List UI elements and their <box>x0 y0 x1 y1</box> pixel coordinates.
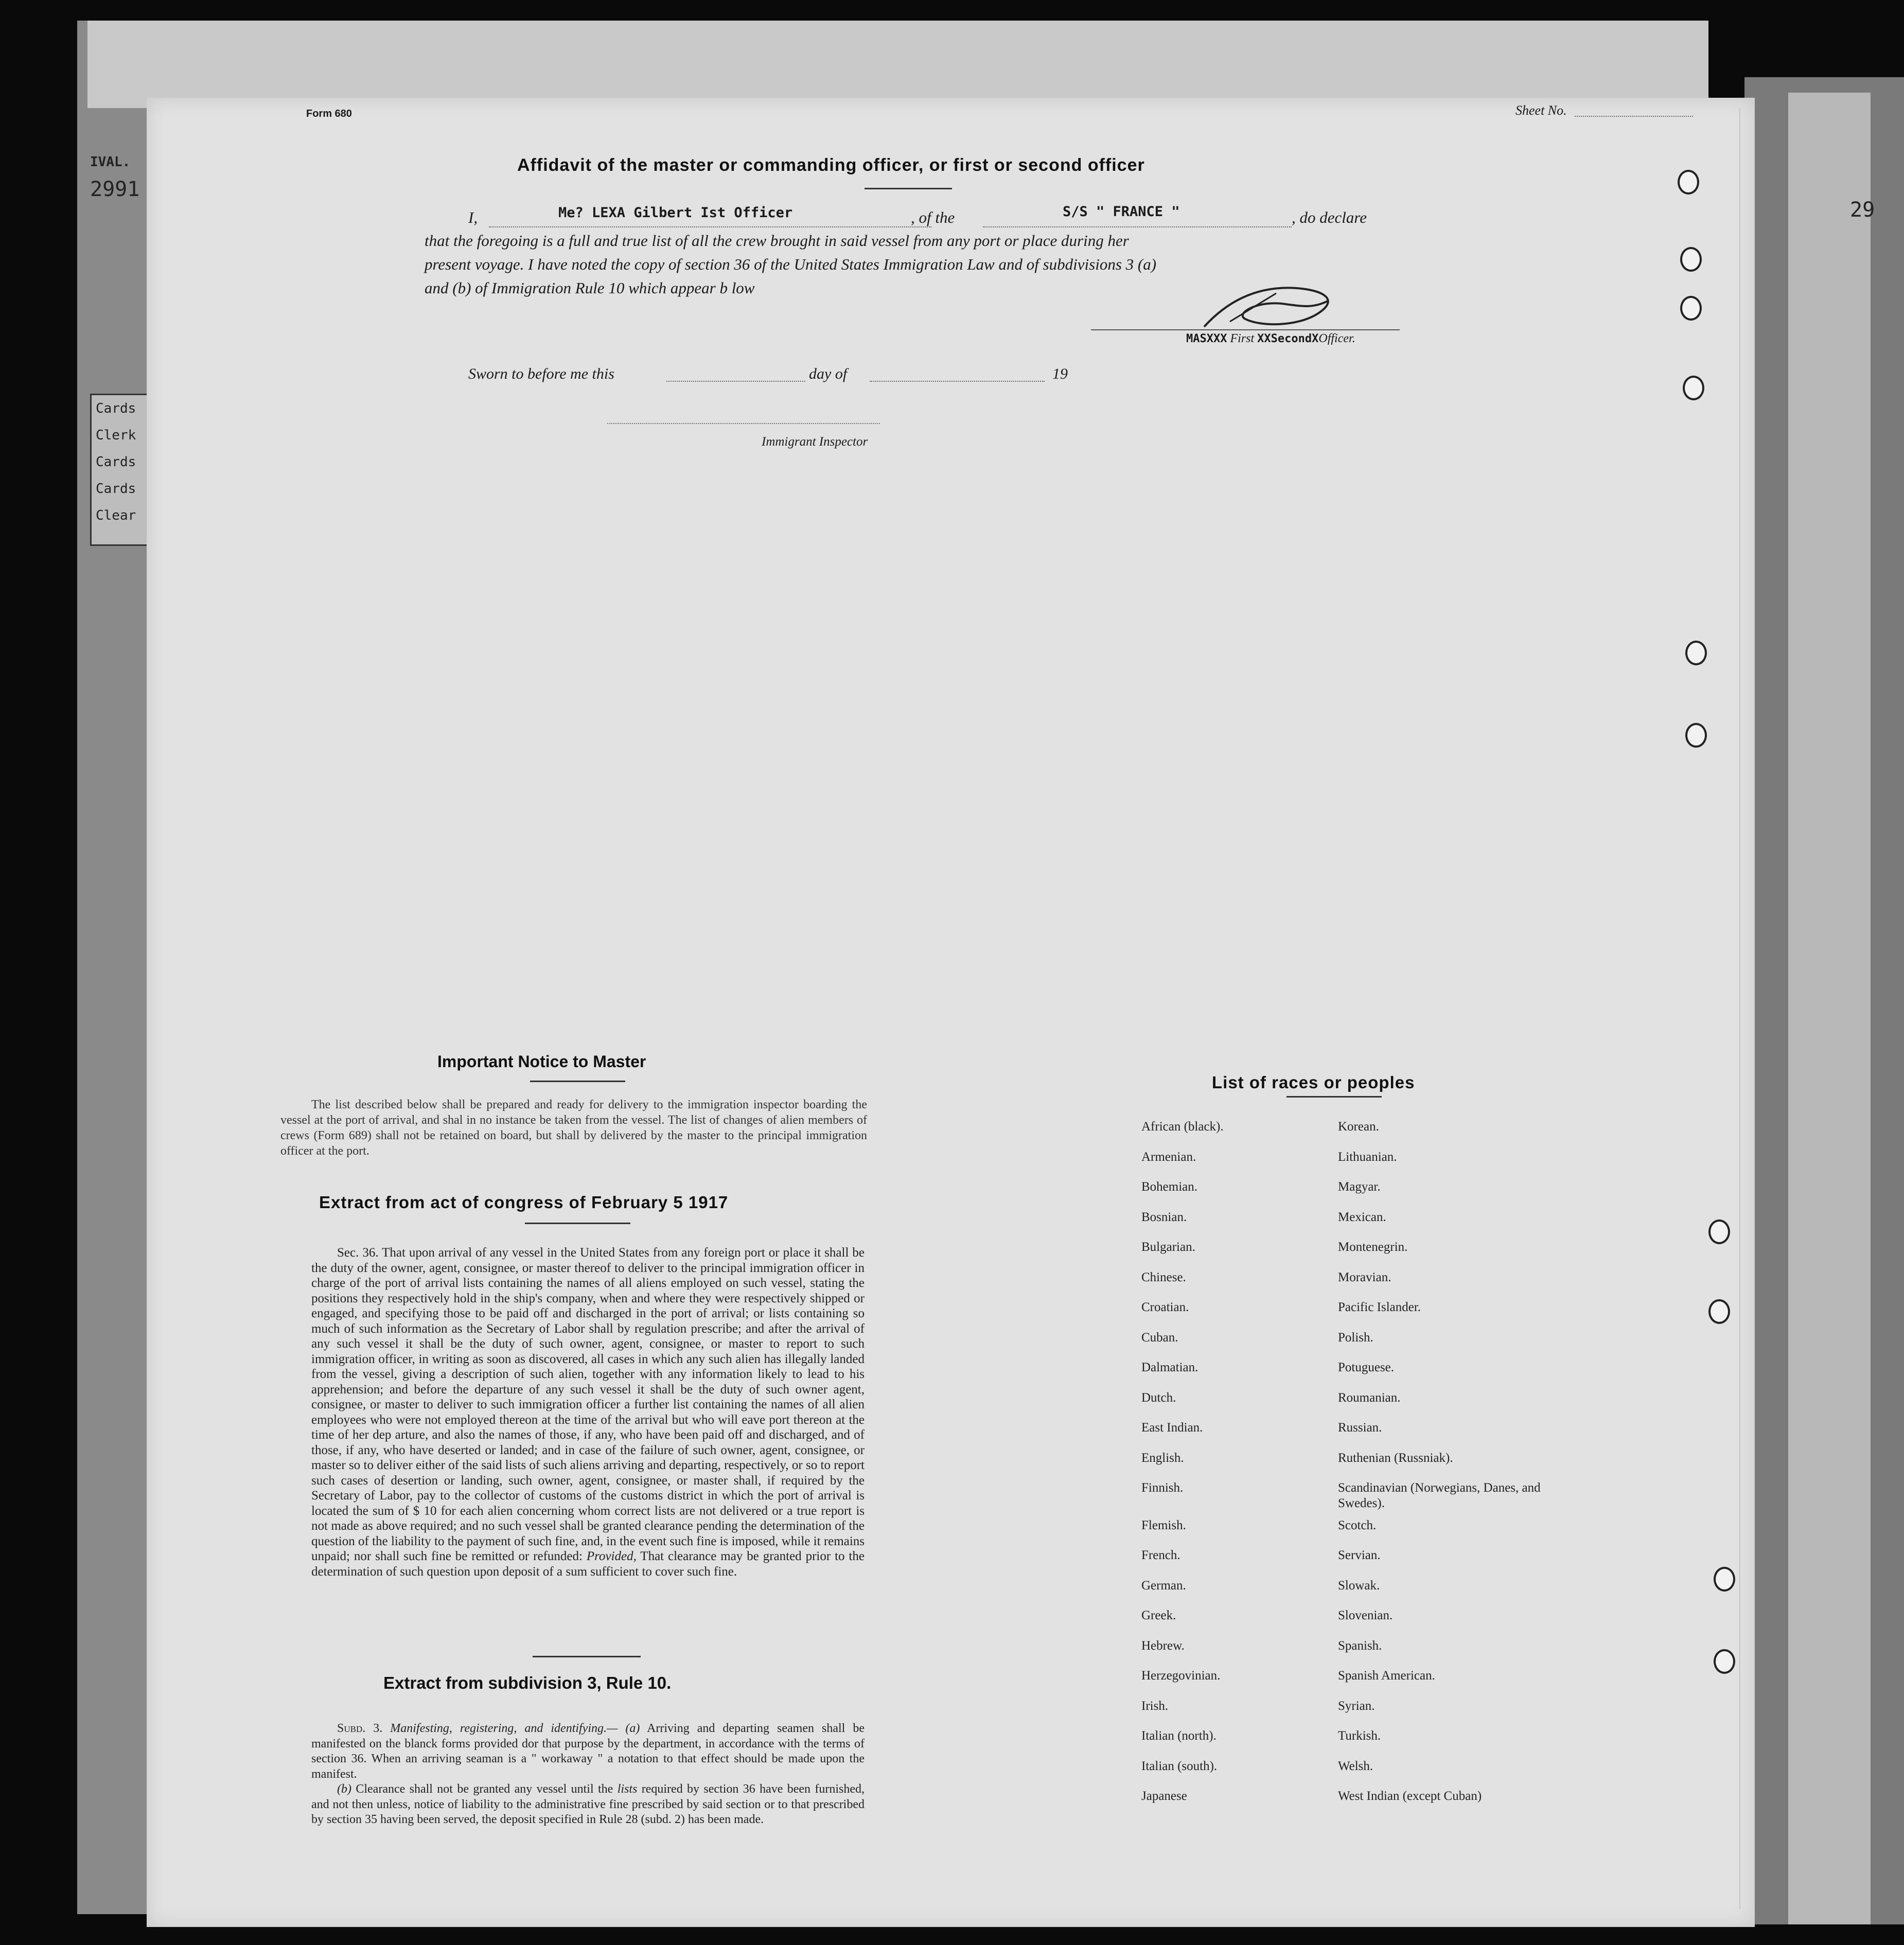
vessel-line <box>983 226 1292 227</box>
name-line <box>489 226 931 227</box>
race-item: Bosnian. <box>1141 1210 1187 1224</box>
left-margin-label: IVAL. <box>90 154 131 170</box>
race-item: Slovenian. <box>1338 1608 1393 1622</box>
year-prefix: 19 <box>1052 365 1068 382</box>
extract-act-rule <box>525 1223 630 1224</box>
inspector-signature-line <box>607 423 880 424</box>
race-item: Welsh. <box>1338 1759 1373 1773</box>
side-strip <box>1788 93 1871 1924</box>
of-the-label: , of the <box>911 208 955 226</box>
vessel-name: S/S " FRANCE " <box>1063 204 1180 220</box>
officer-title-typed: MASXXX <box>1186 332 1227 345</box>
race-item: Mexican. <box>1338 1210 1386 1224</box>
subdivision-3-text <box>311 1721 865 1828</box>
race-item: Servian. <box>1338 1548 1381 1562</box>
race-item: Dutch. <box>1141 1390 1176 1405</box>
race-item: Slowak. <box>1338 1578 1380 1593</box>
race-item: Bulgarian. <box>1141 1240 1195 1254</box>
race-item: Greek. <box>1141 1608 1176 1622</box>
binder-hole <box>1708 1219 1730 1244</box>
left-box-row: Cards <box>96 481 136 497</box>
sworn-label: Sworn to before me this <box>468 365 614 382</box>
affidavit-line-4: and (b) of Immigration Rule 10 which appear b low <box>425 279 755 297</box>
race-item: Lithuanian. <box>1338 1150 1397 1164</box>
i-label: I, <box>468 208 478 226</box>
race-item: Syrian. <box>1338 1699 1375 1713</box>
races-rule <box>1286 1096 1382 1098</box>
race-item: Flemish. <box>1141 1518 1186 1532</box>
part-b-lists: lists <box>617 1782 638 1796</box>
binder-hole <box>1714 1567 1735 1592</box>
race-item: Potuguese. <box>1338 1360 1395 1374</box>
race-item: Armenian. <box>1141 1150 1196 1164</box>
race-item: Scandinavian (Norwegians, Danes, and Swedes). <box>1338 1481 1541 1510</box>
race-item: Roumanian. <box>1338 1390 1401 1405</box>
race-item: German. <box>1141 1578 1186 1593</box>
form-number: Form 680 <box>306 108 352 119</box>
part-b-label: (b) <box>337 1782 351 1796</box>
extract-act-title: Extract from act of congress of February 5 1917 <box>319 1193 729 1212</box>
officer-title-first: First <box>1230 332 1255 345</box>
race-item: Cuban. <box>1141 1330 1178 1345</box>
race-item: Spanish American. <box>1338 1669 1435 1683</box>
extract-rule-title: Extract from subdivision 3, Rule 10. <box>383 1673 672 1692</box>
left-margin-number: 2991 <box>90 178 140 201</box>
provided-word: Provided, <box>586 1549 637 1563</box>
left-box-row: Cards <box>96 401 136 416</box>
part-b-text: Clearance shall not be granted any vessel until the <box>356 1782 613 1796</box>
subd-label: Subd. 3. <box>337 1722 383 1735</box>
race-item: Korean. <box>1338 1120 1379 1134</box>
binder-hole <box>1685 723 1707 748</box>
section-label: Sec. 36. <box>337 1246 379 1260</box>
officer-signature <box>1199 278 1353 334</box>
race-item: Herzegovinian. <box>1141 1669 1221 1683</box>
race-item: Chinese. <box>1141 1270 1186 1284</box>
part-b-text-end: required by section 36 have been furnished, and not then unless, notice of liability to the administrative fine prescribed by said section or to that prescribed by section 35 having been served, the deposit specified in Rule 28 (subd. 2) has been made. <box>311 1782 865 1826</box>
officer-title <box>1186 332 1355 346</box>
subd-heading: Manifesting, registering, and identifying.— <box>390 1722 618 1735</box>
race-item: Polish. <box>1338 1330 1373 1345</box>
left-box-row: Clear <box>96 508 136 523</box>
rule-separator <box>533 1656 641 1657</box>
race-item: Bohemian. <box>1141 1180 1198 1194</box>
binder-hole <box>1680 247 1702 272</box>
signature-line <box>1091 329 1400 330</box>
race-item: Dalmatian. <box>1141 1360 1198 1374</box>
section-body-end: That clearance may be granted prior to the determination of such question upon deposit of a sum sufficient to cover such fine. <box>311 1549 865 1579</box>
race-item: West Indian (except Cuban) <box>1338 1789 1482 1803</box>
race-item: French. <box>1141 1548 1180 1562</box>
sheet-number-line <box>1575 116 1693 117</box>
section-body: That upon arrival of any vessel in the United States from any foreign port or place it shall be the duty of the owner, agent, consignee, or master thereof to deliver to the principal immigration officer in charge of the port of arrival lists containing the names of all aliens employed on such vessel, stating the positions they respectively hold in the ship's company, when and where they were respectively shipped or engaged, and specifying those to be paid off and discharged in the port of arrival; or lists containing so much of such information as the Secretary of Labor shall by regulation prescribe; and after the arrival of any such vessel it shall be the duty of such owner, agent, consignee, or master to report to such immigration officer, in writing as soon as discovered, all cases in which any such alien has illegally landed from the vessel, giving a description of such alien, together with any information likely to lead to his apprehension; and before the departure of any such vessel it shall be the duty of such owner agent, consignee, or master to deliver to such immigration officer a further list containing the names of all alien employees who were not employed thereon at the time of the arrival but who will eave port thereon at the time of her dep arture, and also the names of those, if any, who have been paid off and discharged, and of those, if any, who have deserted or landed; and in case of the failure of such owner, agent, consignee, or master so to deliver either of the said lists of such aliens arriving and departing, respectively, or so to report such cases of desertion or landing, such owner, agent, consignee, or master shall, if required by the Secretary of Labor, pay to the collector of customs of the customs district in which the port of arrival is located the sum of $ 10 for each alien concerning whom correct lists are not delivered or a true report is not made as above required; and no such vessel shall be granted clearance pending the determination of the question of the liability to the payment of such fine, and, in the event such fine is imposed, while it remains unpaid; nor shall such fine be remitted or refunded: <box>311 1246 865 1563</box>
notice-text: The list described below shall be prepared and ready for delivery to the immigration inspector boarding the vessel at the port of arrival, and shal in no instance be taken from the vessel. The list of changes of alien members of crews (Form 689) shall not be retained on board, but shall by delivered by the master to the principal immigration officer at the port. <box>280 1098 867 1158</box>
section-36-text <box>311 1245 865 1579</box>
affidavit-line-3: present voyage. I have noted the copy of section 36 of the United States Immigration Law and of subdivisions 3 (a) <box>425 255 1157 273</box>
day-of-label: day of <box>809 365 848 382</box>
race-item: Scotch. <box>1338 1518 1377 1532</box>
race-item: Irish. <box>1141 1699 1169 1713</box>
race-item: Turkish. <box>1338 1729 1381 1743</box>
binder-hole <box>1678 170 1699 194</box>
left-box-row: Cards <box>96 454 136 470</box>
part-a-text: Arriving and departing seamen shall be manifested on the blanck forms provided dor that purpose by the department, in accordance with the terms of section 36. When an arriving seaman is a " workaway " a notation to that effect should be made upon the manifest. <box>311 1722 865 1781</box>
officer-name: Me? LEXA Gilbert Ist Officer <box>558 205 793 221</box>
race-item: Ruthenian (Russniak). <box>1338 1451 1453 1465</box>
binder-hole <box>1683 376 1704 400</box>
officer-title-second: XXSecondX <box>1257 332 1319 345</box>
race-item: Finnish. <box>1141 1481 1184 1495</box>
race-item: Italian (north). <box>1141 1729 1217 1743</box>
race-item: Russian. <box>1338 1421 1382 1435</box>
race-item: Croatian. <box>1141 1300 1189 1314</box>
races-title: List of races or peoples <box>1212 1073 1415 1092</box>
right-margin-number: 29 <box>1850 198 1875 222</box>
officer-title-end: Officer. <box>1318 332 1355 345</box>
race-item: Magyar. <box>1338 1180 1381 1194</box>
race-item: Pacific Islander. <box>1338 1300 1421 1314</box>
affidavit-line-2: that the foregoing is a full and true list of all the crew brought in said vessel from any port or place during her <box>425 232 1129 250</box>
race-item: Japanese <box>1141 1789 1187 1803</box>
race-item: English. <box>1141 1451 1184 1465</box>
do-declare-label: , do declare <box>1292 208 1367 226</box>
race-item: Moravian. <box>1338 1270 1391 1284</box>
binder-hole <box>1685 641 1707 665</box>
race-item: Italian (south). <box>1141 1759 1218 1773</box>
inspector-label: Immigrant Inspector <box>762 435 868 449</box>
affidavit-title: Affidavit of the master or commanding officer, or first or second officer <box>517 155 1145 175</box>
part-a-label: (a) <box>625 1722 640 1735</box>
binder-hole <box>1714 1649 1735 1674</box>
notice-title: Important Notice to Master <box>437 1052 646 1071</box>
binder-hole <box>1708 1299 1730 1324</box>
title-rule <box>865 188 952 189</box>
notice-rule <box>530 1081 625 1082</box>
left-box-row: Clerk <box>96 428 136 443</box>
underlying-sheet-top <box>87 21 1708 108</box>
race-item: Hebrew. <box>1141 1638 1185 1653</box>
race-item: Spanish. <box>1338 1638 1382 1653</box>
race-item: Montenegrin. <box>1338 1240 1408 1254</box>
sheet-number-label: Sheet No. <box>1515 103 1567 118</box>
race-item: African (black). <box>1141 1120 1224 1134</box>
sworn-day-line <box>666 381 805 382</box>
sworn-month-line <box>870 381 1045 382</box>
race-item: East Indian. <box>1141 1421 1203 1435</box>
margin-line <box>1739 108 1740 1909</box>
binder-hole <box>1680 296 1702 321</box>
